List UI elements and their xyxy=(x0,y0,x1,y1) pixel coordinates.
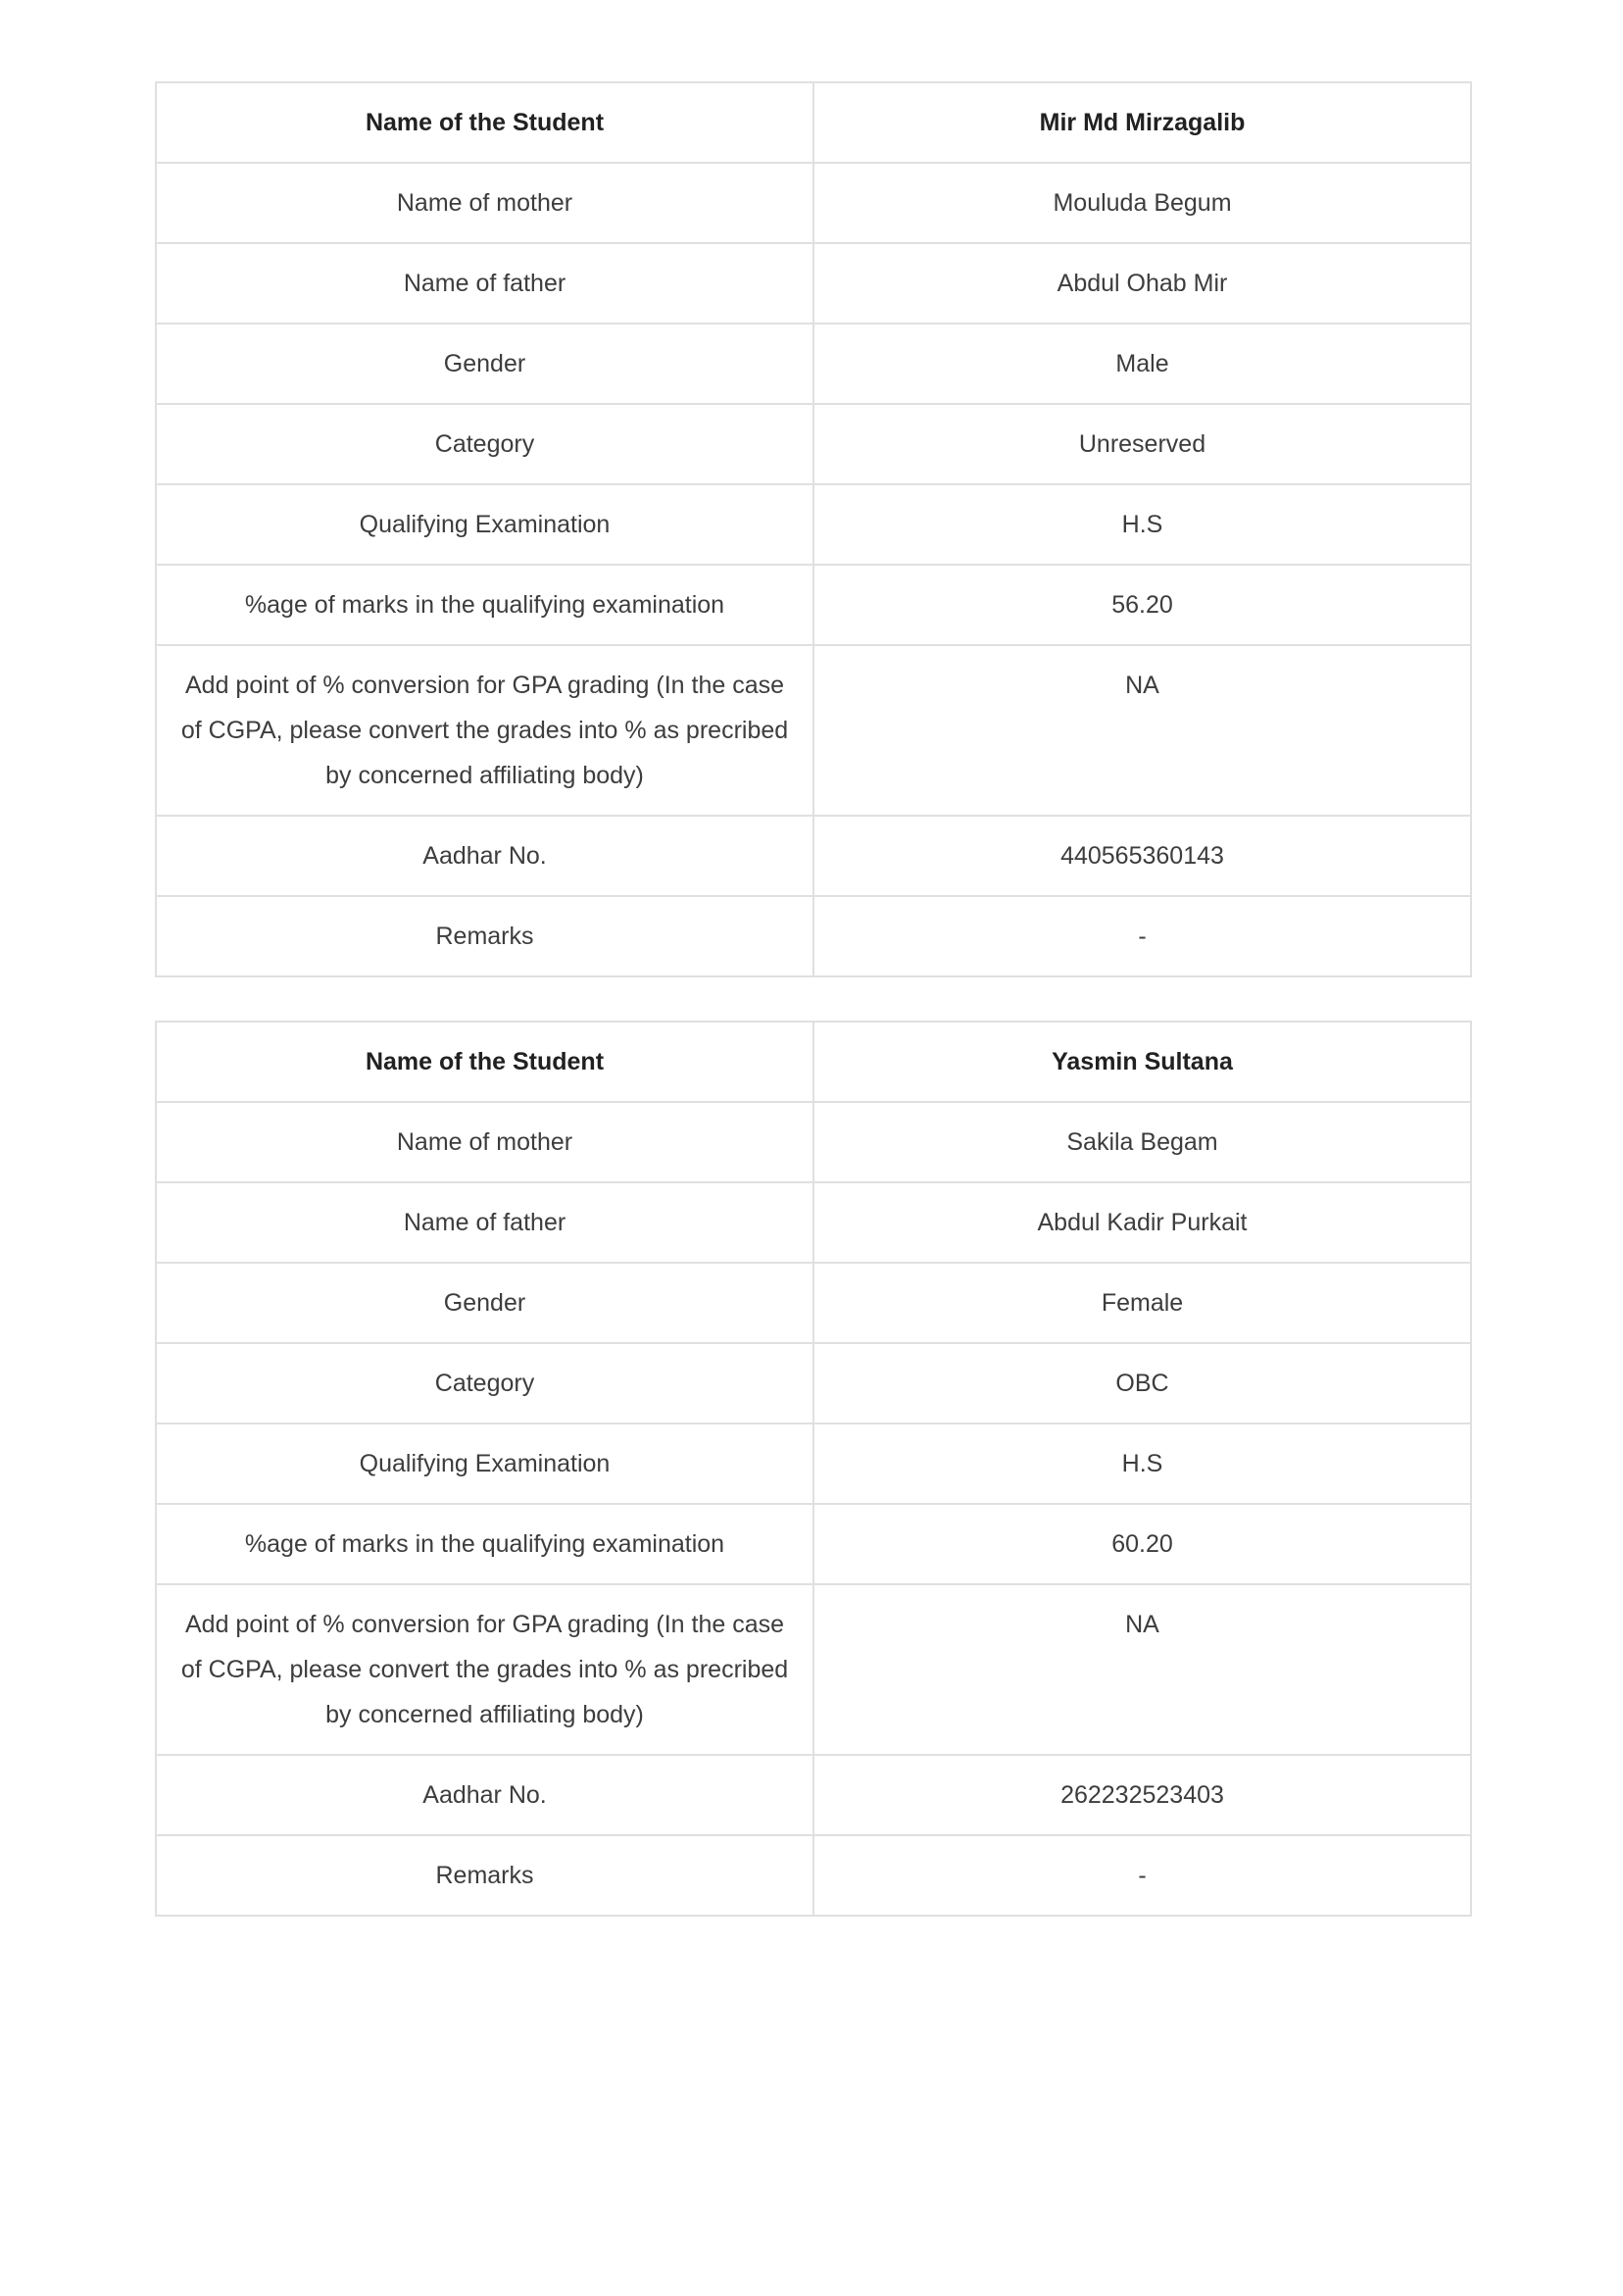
table-row-aadhar-no xyxy=(156,816,1471,896)
student-name-label: Name of the Student xyxy=(156,1022,813,1102)
gpa-conversion-label: Add point of % conversion for GPA grading (In the case of CGPA, please convert the grades into % as precribed by concerned affiliating body) xyxy=(156,645,813,816)
student-table-1 xyxy=(155,81,1472,977)
remarks-value: - xyxy=(813,1835,1471,1916)
gpa-conversion-value: NA xyxy=(813,645,1471,816)
table-row-student-name xyxy=(156,82,1471,163)
table-row-student-name xyxy=(156,1022,1471,1102)
table-row-qualifying-exam xyxy=(156,484,1471,565)
category-value: Unreserved xyxy=(813,404,1471,484)
qualifying-exam-value: H.S xyxy=(813,1423,1471,1504)
father-name-value: Abdul Kadir Purkait xyxy=(813,1182,1471,1263)
aadhar-no-label: Aadhar No. xyxy=(156,1755,813,1835)
father-name-label: Name of father xyxy=(156,243,813,324)
gender-value: Female xyxy=(813,1263,1471,1343)
student-table-2 xyxy=(155,1021,1472,1917)
mother-name-value: Mouluda Begum xyxy=(813,163,1471,243)
table-row-marks-percentage xyxy=(156,565,1471,645)
table-row-remarks xyxy=(156,896,1471,976)
student-name-value: Mir Md Mirzagalib xyxy=(813,82,1471,163)
remarks-label: Remarks xyxy=(156,1835,813,1916)
table-row-mother-name xyxy=(156,1102,1471,1182)
remarks-value: - xyxy=(813,896,1471,976)
student-name-label: Name of the Student xyxy=(156,82,813,163)
table-row-category xyxy=(156,1343,1471,1423)
table-row-gpa-conversion xyxy=(156,1584,1471,1755)
gender-label: Gender xyxy=(156,324,813,404)
aadhar-no-label: Aadhar No. xyxy=(156,816,813,896)
mother-name-value: Sakila Begam xyxy=(813,1102,1471,1182)
student-name-value: Yasmin Sultana xyxy=(813,1022,1471,1102)
remarks-label: Remarks xyxy=(156,896,813,976)
table-row-father-name xyxy=(156,1182,1471,1263)
gender-value: Male xyxy=(813,324,1471,404)
gpa-conversion-value: NA xyxy=(813,1584,1471,1755)
category-label: Category xyxy=(156,1343,813,1423)
table-row-qualifying-exam xyxy=(156,1423,1471,1504)
table-row-gender xyxy=(156,324,1471,404)
category-value: OBC xyxy=(813,1343,1471,1423)
aadhar-no-value: 262232523403 xyxy=(813,1755,1471,1835)
table-row-aadhar-no xyxy=(156,1755,1471,1835)
marks-percentage-label: %age of marks in the qualifying examination xyxy=(156,565,813,645)
table-row-marks-percentage xyxy=(156,1504,1471,1584)
table-row-gpa-conversion xyxy=(156,645,1471,816)
qualifying-exam-label: Qualifying Examination xyxy=(156,1423,813,1504)
aadhar-no-value: 440565360143 xyxy=(813,816,1471,896)
table-row-remarks xyxy=(156,1835,1471,1916)
category-label: Category xyxy=(156,404,813,484)
qualifying-exam-label: Qualifying Examination xyxy=(156,484,813,565)
table-row-mother-name xyxy=(156,163,1471,243)
marks-percentage-label: %age of marks in the qualifying examination xyxy=(156,1504,813,1584)
mother-name-label: Name of mother xyxy=(156,163,813,243)
gpa-conversion-label: Add point of % conversion for GPA grading (In the case of CGPA, please convert the grades into % as precribed by concerned affiliating body) xyxy=(156,1584,813,1755)
table-row-category xyxy=(156,404,1471,484)
marks-percentage-value: 56.20 xyxy=(813,565,1471,645)
marks-percentage-value: 60.20 xyxy=(813,1504,1471,1584)
qualifying-exam-value: H.S xyxy=(813,484,1471,565)
table-row-father-name xyxy=(156,243,1471,324)
table-row-gender xyxy=(156,1263,1471,1343)
mother-name-label: Name of mother xyxy=(156,1102,813,1182)
father-name-value: Abdul Ohab Mir xyxy=(813,243,1471,324)
father-name-label: Name of father xyxy=(156,1182,813,1263)
gender-label: Gender xyxy=(156,1263,813,1343)
